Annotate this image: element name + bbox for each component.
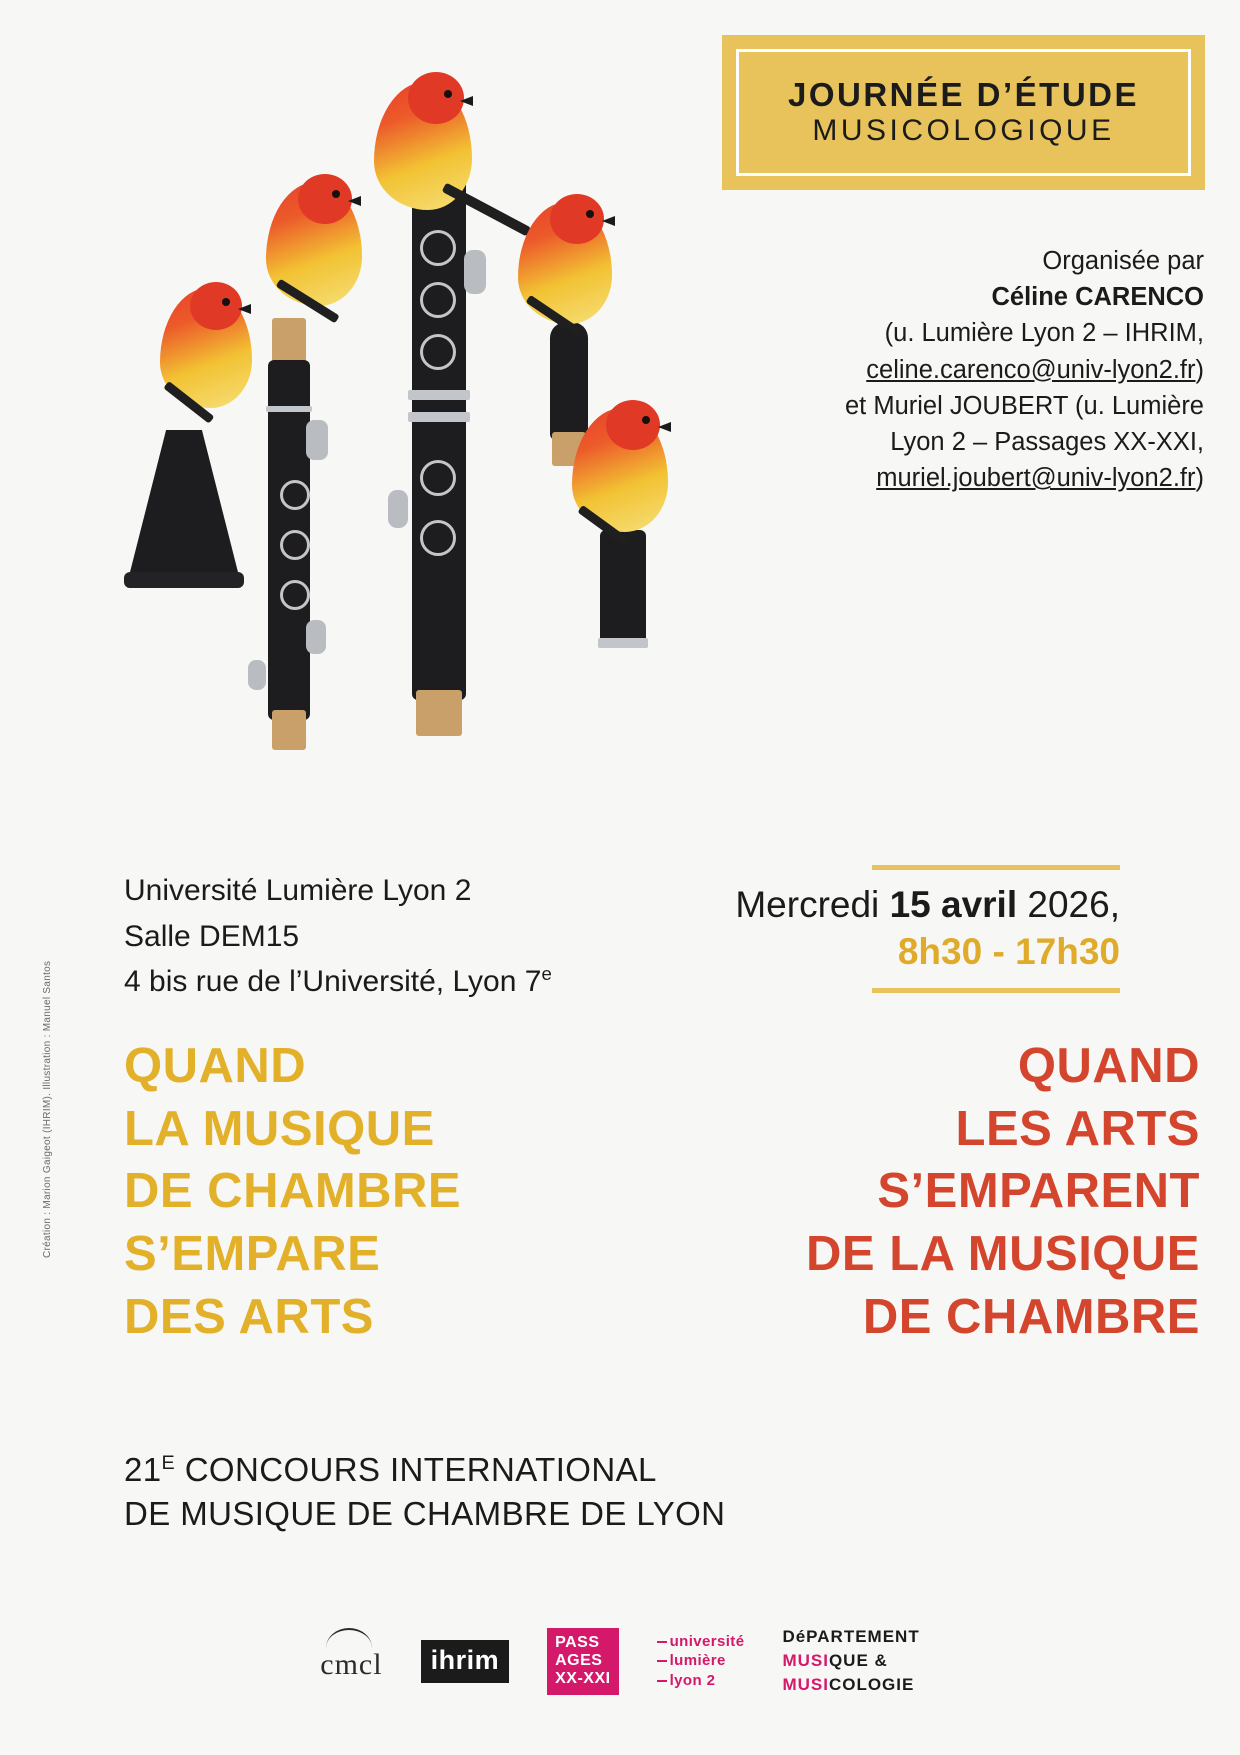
date-block [640,865,1120,993]
organiser-email-2-paren: ) [1195,464,1204,493]
bird-eye-icon [332,190,340,198]
venue-address [124,959,644,1005]
logo-row [0,1625,1240,1697]
logo-lyon2-text-2: lumière [669,1652,726,1670]
subtitle-edition-sup: E [161,1452,176,1474]
bird-eye-icon [222,298,230,306]
logo-passages-line-1: PASS [555,1633,600,1651]
organiser-affiliation-1: (u. Lumière Lyon 2 – IHRIM, [884,319,1204,348]
logo-cmcl-text: cmcl [320,1648,383,1682]
logo-universite-lyon2 [657,1632,745,1691]
bird-eye-icon [642,416,650,424]
venue-room: Salle DEM15 [124,919,300,953]
header-badge [722,35,1205,190]
event-date-day: 15 avril [889,884,1018,925]
event-date [640,882,1120,928]
bird-head [408,72,464,124]
badge-title-secondary: MUSICOLOGIQUE [812,114,1115,148]
title-right-line-1: QUAND [1017,1039,1200,1093]
organiser-email-1[interactable]: celine.carenco@univ-lyon2.fr [866,355,1196,384]
logo-passages-line-3: XX-XXI [555,1670,611,1688]
bird-5 [572,408,668,532]
bird-head [606,400,660,450]
bird-beak [602,216,615,226]
logo-dept-line-3-a: MUSI [782,1675,829,1695]
lyon2-bar-icon [657,1641,667,1643]
title-left-line-5: DES ARTS [124,1289,374,1344]
title-right-line-3: S’EMPARENT [877,1164,1200,1219]
logo-lyon2-line-3 [657,1671,745,1691]
bird-head [298,174,352,224]
bird-beak [238,304,251,314]
date-rule-bottom [872,988,1120,993]
logo-passages-line-2: AGES [555,1652,603,1670]
title-left-line-1: QUAND [124,1039,307,1093]
bird-beak [348,196,361,206]
organiser-affiliation-2: Lyon 2 – Passages XX-XXI, [890,428,1204,457]
venue-block [124,868,644,1005]
bird-beak [460,96,473,106]
logo-departement-musicologie [782,1625,919,1697]
logo-dept-line-2-a: MUSI [782,1651,829,1671]
title-right-line-4: DE LA MUSIQUE [806,1227,1200,1282]
logo-lyon2-text-3: lyon 2 [669,1671,716,1689]
logo-dept-line-2-b: QUE & [828,1651,888,1671]
event-time: 8h30 - 17h30 [897,931,1120,973]
logo-dept-line-3 [782,1673,919,1697]
cmcl-swirl-icon [326,1628,372,1648]
event-date-prefix: Mercredi [735,884,890,925]
illustration-birds-clarinet [120,60,740,720]
logo-passages [547,1628,618,1695]
title-right-line-5: DE CHAMBRE [862,1289,1200,1344]
logo-lyon2-text-1: université [669,1632,745,1650]
bird-head [550,194,604,244]
organisers-intro: Organisée par [1042,247,1204,275]
logo-dept-line-1: DéPARTEMENT [782,1627,920,1646]
title-left-line-2: LA MUSIQUE [124,1101,435,1156]
bird-beak [658,422,671,432]
subtitle-edition-number: 21 [124,1451,162,1488]
title-left-line-4: S’EMPARE [124,1227,381,1282]
organiser-email-1-paren: ) [1195,355,1204,384]
venue-address-sup: e [541,963,552,985]
bird-eye-icon [444,90,452,98]
lyon2-bar-icon [657,1660,667,1662]
title-left [124,1035,604,1349]
venue-institution: Université Lumière Lyon 2 [124,874,472,907]
logo-cmcl [320,1640,382,1682]
bird-4 [518,202,612,324]
subtitle-line-2: DE MUSIQUE DE CHAMBRE DE LYON [124,1494,726,1532]
title-left-line-3: DE CHAMBRE [124,1164,462,1219]
event-date-suffix: 2026, [1017,884,1120,925]
bird-2 [266,182,362,306]
logo-dept-line-2 [782,1649,919,1673]
badge-title-primary: JOURNÉE D’ÉTUDE [787,75,1140,113]
venue-address-text: 4 bis rue de l’Université, Lyon 7 [124,965,542,999]
lyon2-bar-icon [657,1680,667,1682]
bird-3 [374,82,472,210]
title-right [640,1035,1200,1349]
subtitle-line-1 [124,1448,884,1492]
date-rule-top [872,865,1120,870]
bird-head [190,282,242,330]
organiser-name-1: Céline CARENCO [991,283,1204,312]
logo-dept-line-3-b: COLOGIE [828,1675,915,1695]
subtitle-line-1-rest: CONCOURS INTERNATIONAL [175,1451,657,1488]
bird-eye-icon [586,210,594,218]
bird-1 [160,288,252,408]
organiser-name-2: et Muriel JOUBERT (u. Lumière [844,391,1204,420]
header-badge-frame [736,49,1191,176]
logo-lyon2-line-2 [657,1651,745,1671]
title-right-line-2: LES ARTS [955,1101,1200,1156]
subtitle-competition [124,1448,884,1535]
logo-ihrim: ihrim [421,1640,510,1683]
credit-vertical: Création : Marion Gaigeot (IHRIM). Illustration : Manuel Santos [42,960,53,1258]
logo-lyon2-line-1 [657,1632,745,1652]
organiser-email-2[interactable]: muriel.joubert@univ-lyon2.fr [876,464,1196,493]
